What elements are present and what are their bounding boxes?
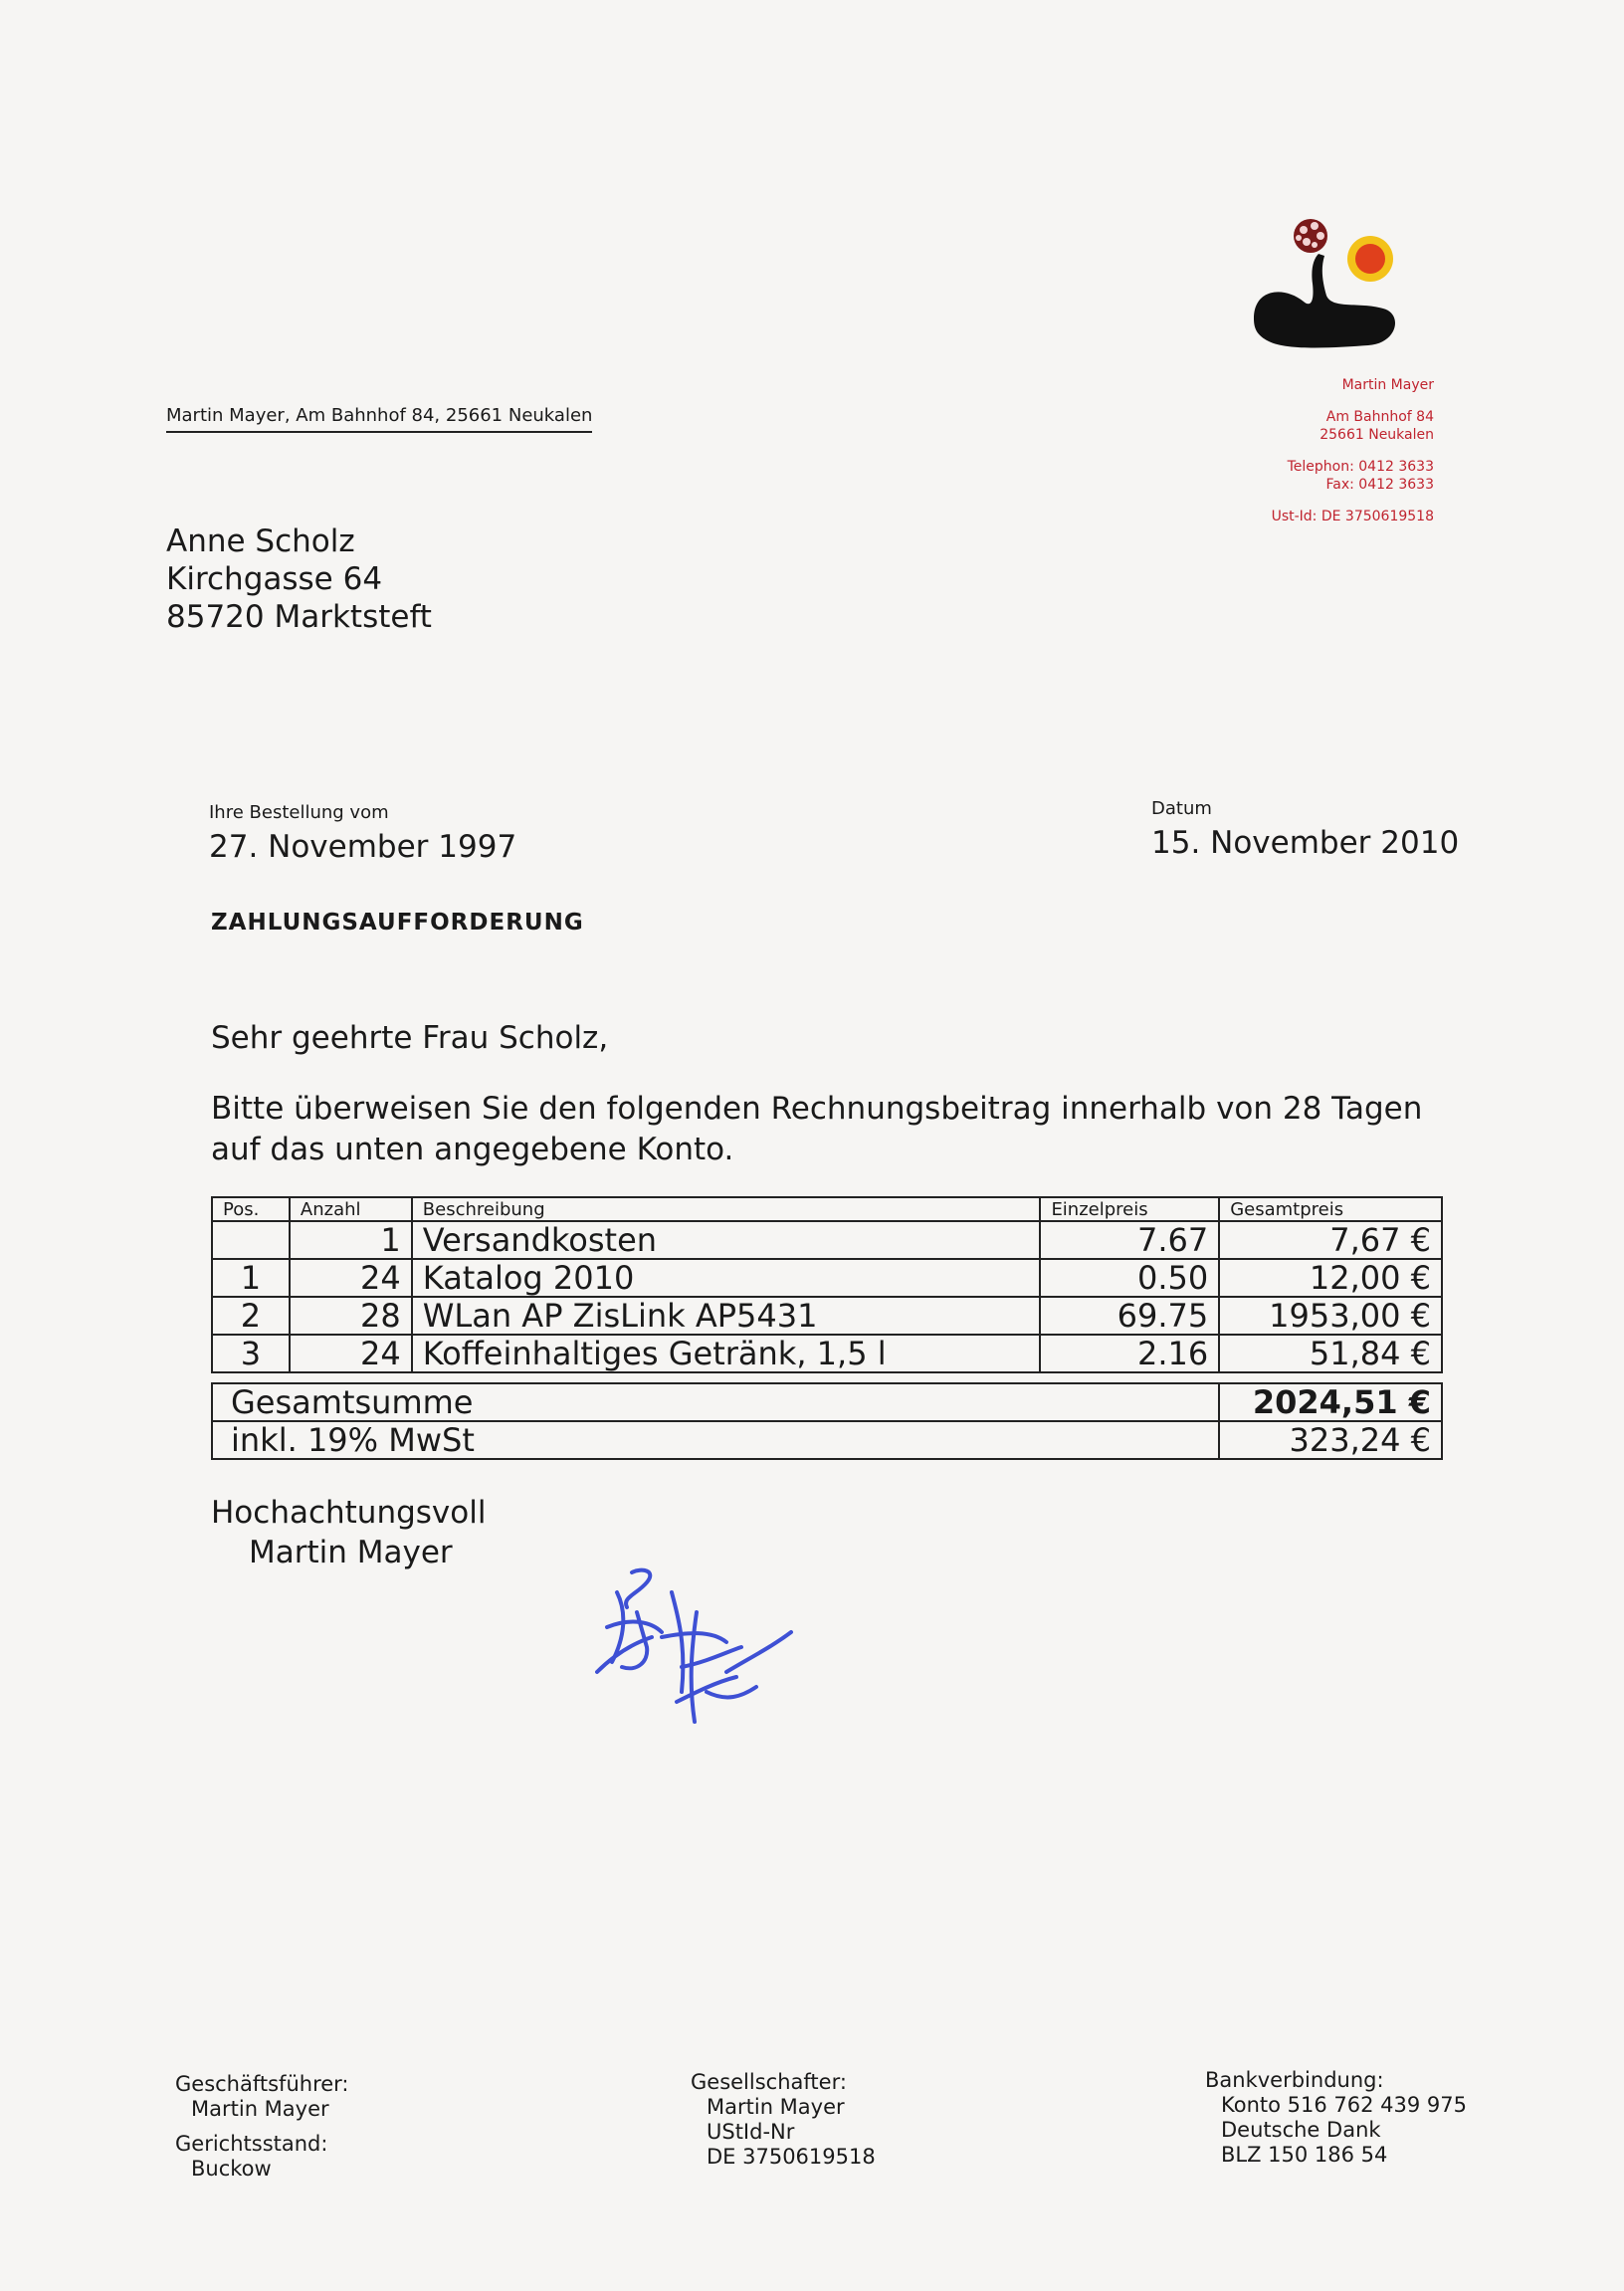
footer-bank-account: Konto 516 762 439 975 xyxy=(1221,2093,1467,2117)
letterhead-street: Am Bahnhof 84 xyxy=(1325,409,1434,425)
table-row xyxy=(212,1297,1442,1335)
subject-line: ZAHLUNGSAUFFORDERUNG xyxy=(211,910,584,936)
handwritten-signature xyxy=(577,1553,806,1757)
footer-management xyxy=(175,2072,349,2182)
footer-partner-name: Martin Mayer xyxy=(707,2095,845,2119)
letter-date-block xyxy=(1151,798,1459,861)
cell-qty: 28 xyxy=(290,1297,412,1335)
closing-name: Martin Mayer xyxy=(249,1535,453,1570)
footer-partners xyxy=(691,2070,876,2170)
letter-date-label: Datum xyxy=(1151,798,1212,819)
header-pos: Pos. xyxy=(212,1197,290,1221)
footer-court-label: Gerichtsstand: xyxy=(175,2132,328,2156)
cell-qty: 24 xyxy=(290,1259,412,1297)
order-date-label: Ihre Bestellung vom xyxy=(209,802,389,823)
body-text xyxy=(211,1089,1445,1170)
table-row xyxy=(212,1221,1442,1259)
footer-ceo-name: Martin Mayer xyxy=(191,2097,329,2121)
total-label: Gesamtsumme xyxy=(212,1383,1219,1421)
letterhead-phone: Telephon: 0412 3633 xyxy=(1287,459,1434,475)
table-row xyxy=(212,1335,1442,1372)
cell-total-price: 7,67 € xyxy=(1219,1221,1442,1259)
footer-bank xyxy=(1205,2068,1467,2168)
letterhead xyxy=(1272,376,1434,525)
vat-row xyxy=(212,1421,1442,1459)
recipient-city: 85720 Marktsteft xyxy=(166,599,432,635)
footer-bank-label: Bankverbindung: xyxy=(1205,2068,1384,2092)
sender-return-address: Martin Mayer, Am Bahnhof 84, 25661 Neukalen xyxy=(166,405,592,433)
cell-total-price: 51,84 € xyxy=(1219,1335,1442,1372)
cell-description: Versandkosten xyxy=(412,1221,1041,1259)
header-unit-price: Einzelpreis xyxy=(1040,1197,1219,1221)
closing-greeting: Hochachtungsvoll xyxy=(211,1495,487,1531)
company-logo xyxy=(1249,214,1408,363)
cell-description: Koffeinhaltiges Getränk, 1,5 l xyxy=(412,1335,1041,1372)
header-description: Beschreibung xyxy=(412,1197,1041,1221)
table-header-row xyxy=(212,1197,1442,1221)
header-total-price: Gesamtpreis xyxy=(1219,1197,1442,1221)
cell-pos: 2 xyxy=(212,1297,290,1335)
recipient-address xyxy=(166,522,432,636)
total-value: 2024,51 € xyxy=(1219,1383,1442,1421)
cell-total-price: 12,00 € xyxy=(1219,1259,1442,1297)
order-date-block xyxy=(209,802,516,865)
salutation: Sehr geehrte Frau Scholz, xyxy=(211,1020,609,1056)
footer-vat-number: DE 3750619518 xyxy=(707,2145,876,2169)
body-line: auf das unten angegebene Konto. xyxy=(211,1132,734,1167)
body-line: Bitte überweisen Sie den folgenden Rechnungsbeitrag innerhalb von 28 Tagen xyxy=(211,1091,1423,1127)
cell-unit-price: 0.50 xyxy=(1040,1259,1219,1297)
letterhead-name: Martin Mayer xyxy=(1341,377,1434,393)
invoice-items-table xyxy=(211,1196,1443,1373)
footer-court-value: Buckow xyxy=(191,2157,272,2181)
recipient-name: Anne Scholz xyxy=(166,523,355,559)
vat-label: inkl. 19% MwSt xyxy=(212,1421,1219,1459)
recipient-street: Kirchgasse 64 xyxy=(166,561,383,597)
cell-total-price: 1953,00 € xyxy=(1219,1297,1442,1335)
header-qty: Anzahl xyxy=(290,1197,412,1221)
footer-bank-name: Deutsche Dank xyxy=(1221,2118,1381,2142)
closing-block xyxy=(211,1493,486,1572)
cell-pos: 3 xyxy=(212,1335,290,1372)
totals-table xyxy=(211,1382,1443,1460)
letter-date-value: 15. November 2010 xyxy=(1151,825,1460,861)
footer-bank-code: BLZ 150 186 54 xyxy=(1221,2143,1388,2167)
cell-qty: 1 xyxy=(290,1221,412,1259)
cell-description: WLan AP ZisLink AP5431 xyxy=(412,1297,1041,1335)
letterhead-fax: Fax: 0412 3633 xyxy=(1325,477,1434,493)
cell-unit-price: 7.67 xyxy=(1040,1221,1219,1259)
footer-ceo-label: Geschäftsführer: xyxy=(175,2072,349,2096)
footer-vat-label: UStId-Nr xyxy=(707,2120,795,2144)
cell-unit-price: 69.75 xyxy=(1040,1297,1219,1335)
letterhead-city: 25661 Neukalen xyxy=(1320,427,1434,443)
cell-description: Katalog 2010 xyxy=(412,1259,1041,1297)
table-row xyxy=(212,1259,1442,1297)
letterhead-vat: Ust-Id: DE 3750619518 xyxy=(1271,509,1434,524)
cell-qty: 24 xyxy=(290,1335,412,1372)
vat-value: 323,24 € xyxy=(1219,1421,1442,1459)
total-row xyxy=(212,1383,1442,1421)
cell-unit-price: 2.16 xyxy=(1040,1335,1219,1372)
cell-pos: 1 xyxy=(212,1259,290,1297)
footer-partner-label: Gesellschafter: xyxy=(691,2070,847,2094)
order-date-value: 27. November 1997 xyxy=(209,829,517,865)
cell-pos xyxy=(212,1221,290,1259)
